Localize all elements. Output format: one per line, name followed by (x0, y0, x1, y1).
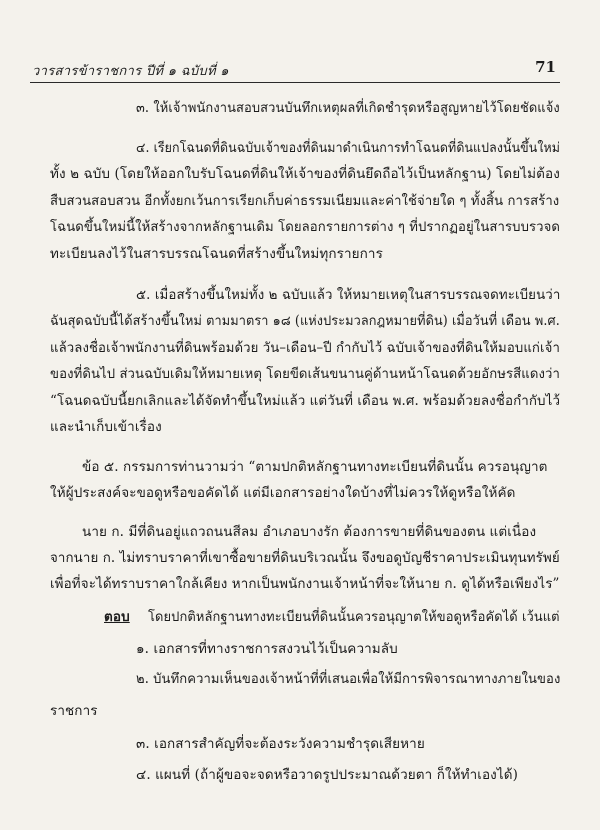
paragraph-line: ฉันสุดฉบับนี้ได้สร้างขึ้นใหม่ ตามมาตรา ๑๘ (แห่งประมวลกฎหมายที่ดิน) เมื่อวันที่ เดือน พ.ศ. (50, 313, 560, 329)
paragraph-line: ทะเบียนลงไว้ในสารบรรณโฉนดที่สร้างขึ้นใหม่ทุกรายการ (50, 246, 383, 262)
page-number: 71 (535, 58, 556, 76)
header-divider (30, 82, 560, 83)
answer-item-continuation: ราชการ (50, 703, 98, 719)
paragraph-line: โฉนดขึ้นใหม่นี้ให้สร้างจากหลักฐานเดิม โดยลอกรายการต่าง ๆ ที่ปรากฏอยู่ในสารบบรวจด (50, 219, 561, 235)
answer-item: ๓. เอกสารสำคัญที่จะต้องระวังความชำรุดเสียหาย (136, 736, 425, 752)
answer-item: ๔. แผนที่ (ถ้าผู้ขอจะจดหรือวาดรูปประมาณด้วยตา ก็ให้ทำเองได้) (136, 767, 518, 783)
paragraph-line: ทั้ง ๒ ฉบับ (โดยให้ออกใบรับโฉนดที่ดินให้เจ้าของที่ดินยึดถือไว้เป็นหลักฐาน) โดยไม่ต้อง (50, 166, 560, 182)
answer-item: ๒. บันทึกความเห็นของเจ้าหน้าที่ที่เสนอเพื่อให้มีการพิจารณาทางภายในของ (136, 671, 561, 687)
paragraph-line: แล้วลงชื่อเจ้าพนักงานที่ดินพร้อมด้วย วัน–เดือน–ปี กำกับไว้ ฉบับเจ้าของที่ดินให้มอบแก่เจ้า (50, 340, 560, 356)
question-line: ข้อ ๕. กรรมการท่านวามว่า “ตามปกติหลักฐานทางทะเบียนที่ดินนั้น ควรอนุญาต (82, 459, 548, 475)
paragraph-line: ๕. เมื่อสร้างขึ้นใหม่ทั้ง ๒ ฉบับแล้ว ให้หมายเหตุในสารบรรณจดทะเบียนว่า (136, 287, 561, 303)
paragraph-line: ของที่ดินไป ส่วนฉบับเดิมให้หมายเหตุ โดยขีดเส้นขนานคู่ด้านหน้าโฉนดด้วยอักษรสีแดงว่า (50, 366, 560, 382)
journal-header: วารสารข้าราชการ ปีที่ ๑ ฉบับที่ ๑ (32, 64, 229, 79)
paragraph-line: สืบสวนสอบสวน อีกทั้งยกเว้นการเรียกเก็บค่าธรรมเนียมและค่าใช้จ่ายใด ๆ ทั้งสิ้น การสร้าง (50, 193, 560, 209)
paragraph-line: “โฉนดฉบับนี้ยกเลิกและได้จัดทำขึ้นใหม่แล้ว แต่วันที่ เดือน พ.ศ. พร้อมด้วยลงชื่อกำกับไว้ (50, 393, 561, 409)
paragraph-line: ๓. ให้เจ้าพนักงานสอบสวนบันทึกเหตุผลที่เกิดชำรุดหรือสูญหายไว้โดยชัดแจ้ง (136, 100, 560, 116)
question-line: ให้ผู้ประสงค์จะขอดูหรือขอคัดได้ แต่มีเอกสารอย่างใดบ้างที่ไม่ควรให้ดูหรือให้คัด (50, 485, 516, 501)
paragraph-line: ๔. เรียกโฉนดที่ดินฉบับเจ้าของที่ดินมาดำเนินการทำโฉนดที่ดินแปลงนั้นขึ้นใหม่ (136, 140, 561, 156)
answer-item: ๑. เอกสารที่ทางราชการสงวนไว้เป็นความลับ (136, 641, 398, 657)
question-line: เพื่อที่จะได้ทราบราคาใกล้เคียง หากเป็นพนักงานเจ้าหน้าที่จะให้นาย ก. ดูได้หรือเพียงไร” (50, 576, 560, 592)
answer-line: โดยปกติหลักฐานทางทะเบียนที่ดินนั้นควรอนุญาตให้ขอดูหรือคัดได้ เว้นแต่ (148, 609, 560, 625)
question-line: นาย ก. มีที่ดินอยู่แถวถนนสีลม อำเภอบางรัก ต้องการขายที่ดินของตน แต่เนื่อง (82, 524, 537, 540)
answer-label: ตอบ (104, 609, 130, 625)
paragraph-line: และนำเก็บเข้าเรื่อง (50, 419, 162, 435)
question-line: จากนาย ก. ไม่ทราบราคาที่เขาซื้อขายที่ดินบริเวณนั้น จึงขอดูบัญชีราคาประเมินทุนทรัพย์ (50, 550, 560, 566)
